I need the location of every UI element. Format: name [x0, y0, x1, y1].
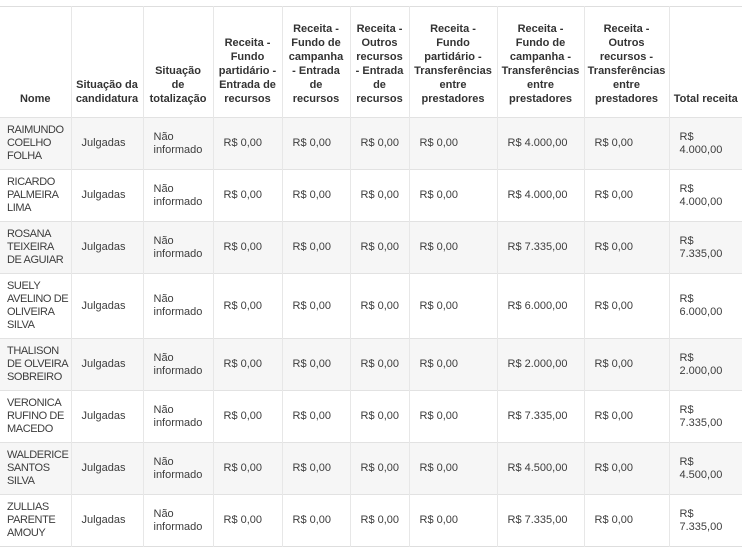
- cell-receita_fundo_partidario_transferencias: R$ 0,00: [409, 443, 497, 495]
- cell-situacao_totalizacao: Não informado: [143, 170, 213, 222]
- cell-receita_outros_recursos_entrada: R$ 0,00: [350, 391, 409, 443]
- table-row: [0, 339, 742, 391]
- table-row: [0, 222, 742, 274]
- cell-situacao_totalizacao: Não informado: [143, 443, 213, 495]
- cell-situacao_candidatura: Julgadas: [71, 391, 143, 443]
- cell-situacao_candidatura: Julgadas: [71, 274, 143, 339]
- cell-receita_outros_recursos_entrada: R$ 0,00: [350, 443, 409, 495]
- cell-receita_fundo_partidario_transferencias: R$ 0,00: [409, 391, 497, 443]
- column-header-receita_outros_recursos_transferencias: Receita - Outros recursos - Transferências entre prestadores: [584, 7, 669, 118]
- cell-receita_outros_recursos_transferencias: R$ 0,00: [584, 339, 669, 391]
- cell-receita_outros_recursos_entrada: R$ 0,00: [350, 495, 409, 547]
- cell-receita_fundo_partidario_transferencias: R$ 0,00: [409, 495, 497, 547]
- cell-receita_outros_recursos_transferencias: R$ 0,00: [584, 443, 669, 495]
- cell-receita_outros_recursos_transferencias: R$ 0,00: [584, 222, 669, 274]
- cell-receita_outros_recursos_transferencias: R$ 0,00: [584, 274, 669, 339]
- table-row: [0, 443, 742, 495]
- column-header-situacao_candidatura: Situação da candidatura: [71, 7, 143, 118]
- column-header-receita_outros_recursos_entrada: Receita - Outros recursos - Entrada de recursos: [350, 7, 409, 118]
- cell-receita_fundo_campanha_entrada: R$ 0,00: [282, 170, 350, 222]
- cell-receita_fundo_partidario_transferencias: R$ 0,00: [409, 274, 497, 339]
- table-body: [0, 118, 742, 547]
- cell-receita_fundo_partidario_entrada: R$ 0,00: [213, 170, 282, 222]
- table-row: [0, 495, 742, 547]
- cell-receita_fundo_campanha_transferencias: R$ 4.000,00: [497, 170, 584, 222]
- cell-receita_fundo_campanha_transferencias: R$ 4.500,00: [497, 443, 584, 495]
- cell-receita_outros_recursos_entrada: R$ 0,00: [350, 118, 409, 170]
- cell-receita_fundo_partidario_transferencias: R$ 0,00: [409, 118, 497, 170]
- cell-nome: SUELY AVELINO DE OLIVEIRA SILVA: [0, 274, 71, 339]
- cell-receita_outros_recursos_transferencias: R$ 0,00: [584, 391, 669, 443]
- cell-situacao_totalizacao: Não informado: [143, 391, 213, 443]
- column-header-receita_fundo_campanha_entrada: Receita - Fundo de campanha - Entrada de recursos: [282, 7, 350, 118]
- cell-total_receita: R$ 6.000,00: [669, 274, 742, 339]
- cell-total_receita: R$ 7.335,00: [669, 391, 742, 443]
- table-row: [0, 274, 742, 339]
- cell-situacao_totalizacao: Não informado: [143, 495, 213, 547]
- cell-receita_fundo_campanha_entrada: R$ 0,00: [282, 339, 350, 391]
- cell-receita_outros_recursos_entrada: R$ 0,00: [350, 170, 409, 222]
- cell-total_receita: R$ 7.335,00: [669, 495, 742, 547]
- cell-situacao_candidatura: Julgadas: [71, 495, 143, 547]
- cell-receita_fundo_partidario_entrada: R$ 0,00: [213, 118, 282, 170]
- cell-situacao_candidatura: Julgadas: [71, 170, 143, 222]
- cell-receita_fundo_campanha_transferencias: R$ 4.000,00: [497, 118, 584, 170]
- cell-nome: ROSANA TEIXEIRA DE AGUIAR: [0, 222, 71, 274]
- cell-receita_fundo_partidario_transferencias: R$ 0,00: [409, 170, 497, 222]
- cell-receita_fundo_campanha_transferencias: R$ 2.000,00: [497, 339, 584, 391]
- cell-receita_fundo_campanha_entrada: R$ 0,00: [282, 495, 350, 547]
- cell-receita_fundo_campanha_transferencias: R$ 6.000,00: [497, 274, 584, 339]
- cell-total_receita: R$ 4.000,00: [669, 118, 742, 170]
- cell-receita_outros_recursos_entrada: R$ 0,00: [350, 339, 409, 391]
- cell-receita_fundo_campanha_transferencias: R$ 7.335,00: [497, 495, 584, 547]
- column-header-situacao_totalizacao: Situação de totalização: [143, 7, 213, 118]
- cell-receita_fundo_campanha_transferencias: R$ 7.335,00: [497, 222, 584, 274]
- cell-receita_fundo_partidario_entrada: R$ 0,00: [213, 274, 282, 339]
- candidate-finance-table: [0, 6, 742, 547]
- table-row: [0, 391, 742, 443]
- cell-receita_fundo_partidario_entrada: R$ 0,00: [213, 495, 282, 547]
- cell-receita_fundo_campanha_transferencias: R$ 7.335,00: [497, 391, 584, 443]
- table-row: [0, 170, 742, 222]
- column-header-nome: Nome: [0, 7, 71, 118]
- column-header-receita_fundo_partidario_entrada: Receita - Fundo partidário - Entrada de recursos: [213, 7, 282, 118]
- cell-receita_fundo_campanha_entrada: R$ 0,00: [282, 443, 350, 495]
- cell-receita_fundo_partidario_entrada: R$ 0,00: [213, 391, 282, 443]
- cell-receita_outros_recursos_transferencias: R$ 0,00: [584, 118, 669, 170]
- cell-receita_fundo_partidario_entrada: R$ 0,00: [213, 339, 282, 391]
- cell-receita_fundo_partidario_transferencias: R$ 0,00: [409, 222, 497, 274]
- cell-situacao_candidatura: Julgadas: [71, 118, 143, 170]
- cell-receita_outros_recursos_transferencias: R$ 0,00: [584, 495, 669, 547]
- cell-situacao_candidatura: Julgadas: [71, 443, 143, 495]
- cell-total_receita: R$ 7.335,00: [669, 222, 742, 274]
- cell-nome: VERONICA RUFINO DE MACEDO: [0, 391, 71, 443]
- cell-situacao_totalizacao: Não informado: [143, 222, 213, 274]
- column-header-receita_fundo_campanha_transferencias: Receita - Fundo de campanha - Transferências entre prestadores: [497, 7, 584, 118]
- cell-receita_fundo_campanha_entrada: R$ 0,00: [282, 222, 350, 274]
- cell-nome: RICARDO PALMEIRA LIMA: [0, 170, 71, 222]
- column-header-receita_fundo_partidario_transferencias: Receita - Fundo partidário - Transferências entre prestadores: [409, 7, 497, 118]
- cell-nome: WALDERICE SANTOS SILVA: [0, 443, 71, 495]
- table-header: [0, 7, 742, 118]
- cell-situacao_candidatura: Julgadas: [71, 222, 143, 274]
- cell-nome: ZULLIAS PARENTE AMOUY: [0, 495, 71, 547]
- cell-receita_fundo_partidario_entrada: R$ 0,00: [213, 443, 282, 495]
- cell-nome: RAIMUNDO COELHO FOLHA: [0, 118, 71, 170]
- cell-receita_fundo_campanha_entrada: R$ 0,00: [282, 118, 350, 170]
- table-row: [0, 118, 742, 170]
- cell-total_receita: R$ 4.000,00: [669, 170, 742, 222]
- cell-situacao_totalizacao: Não informado: [143, 339, 213, 391]
- cell-nome: THALISON DE OLVEIRA SOBREIRO: [0, 339, 71, 391]
- cell-total_receita: R$ 2.000,00: [669, 339, 742, 391]
- cell-situacao_candidatura: Julgadas: [71, 339, 143, 391]
- header-row: [0, 7, 742, 118]
- cell-receita_outros_recursos_entrada: R$ 0,00: [350, 222, 409, 274]
- candidate-finance-table-container: [0, 6, 742, 547]
- cell-receita_fundo_campanha_entrada: R$ 0,00: [282, 274, 350, 339]
- cell-receita_outros_recursos_entrada: R$ 0,00: [350, 274, 409, 339]
- column-header-total_receita: Total receita: [669, 7, 742, 118]
- cell-receita_fundo_campanha_entrada: R$ 0,00: [282, 391, 350, 443]
- cell-situacao_totalizacao: Não informado: [143, 118, 213, 170]
- cell-receita_outros_recursos_transferencias: R$ 0,00: [584, 170, 669, 222]
- cell-receita_fundo_partidario_transferencias: R$ 0,00: [409, 339, 497, 391]
- cell-situacao_totalizacao: Não informado: [143, 274, 213, 339]
- cell-total_receita: R$ 4.500,00: [669, 443, 742, 495]
- cell-receita_fundo_partidario_entrada: R$ 0,00: [213, 222, 282, 274]
